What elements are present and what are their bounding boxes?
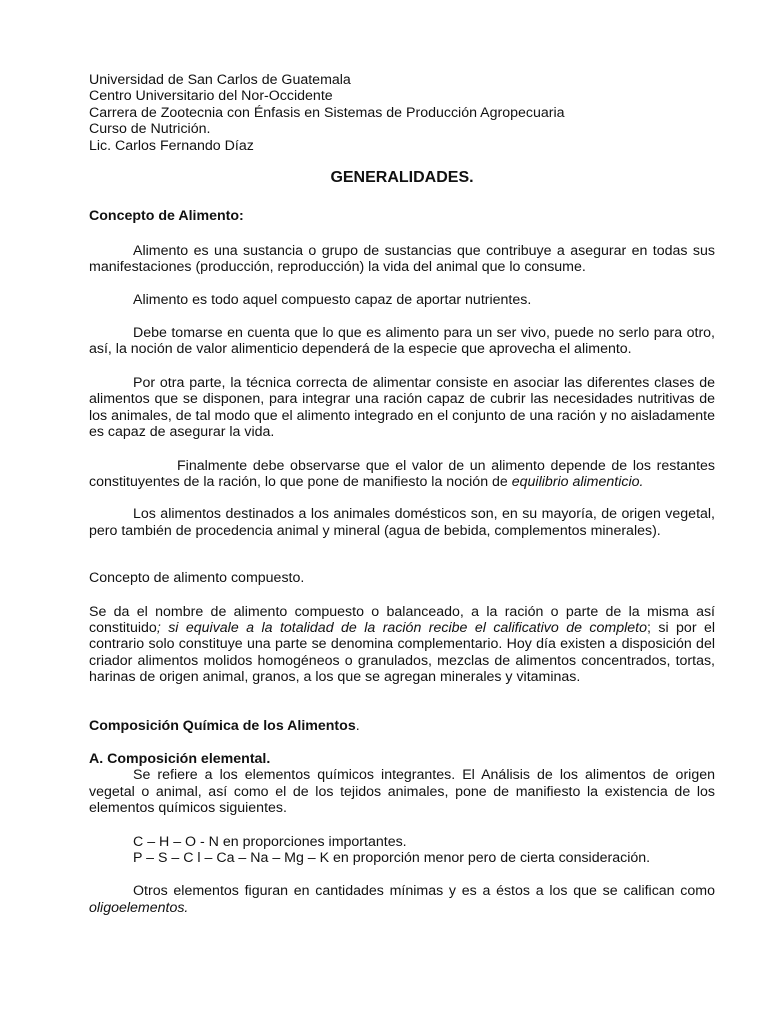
paragraph: Los alimentos destinados a los animales domésticos son, en su mayoría, de origen vegetal, pero también de procedencia animal y mineral (agua de bebida, complementos minerales). (89, 506, 715, 539)
emphasis-text: equilibrio alimenticio. (511, 473, 644, 490)
subheading-composicion-elemental: A. Composición elemental. (89, 750, 271, 767)
header-university: Universidad de San Carlos de Guatemala (89, 72, 351, 88)
paragraph: Alimento es todo aquel compuesto capaz de aportar nutrientes. (133, 291, 532, 308)
header-center: Centro Universitario del Nor-Occidente (89, 88, 333, 105)
paragraph: Se refiere a los elementos químicos integrantes. El Análisis de los alimentos de origen vegetal o animal, así como el de los tejidos animales, pone de manifiesto la existencia de los elementos químicos siguientes. (89, 767, 715, 817)
paragraph: Otros elementos figuran en cantidades mínimas y es a éstos a los que se califican como oligoelementos. (89, 883, 715, 916)
header-course: Curso de Nutrición. (89, 121, 211, 138)
header-block (89, 72, 715, 154)
page-title: GENERALIDADES. (330, 169, 474, 187)
header-career: Carrera de Zootecnia con Énfasis en Sistemas de Producción Agropecuaria (89, 104, 565, 121)
paragraph: Se da el nombre de alimento compuesto o balanceado, a la ración o parte de la misma así constituido; si equivale a la totalidad de la ración recibe el calificativo de completo; si por el contrario solo constituye una parte se denomina complementario. Hoy día existen a disposición del criador alimentos molidos homogéneos o granulados, mezclas de alimentos concentrados, tortas, harinas de origen animal, granos, a los que se agregan minerales y vitaminas. (89, 603, 716, 686)
section-heading-alimento-compuesto: Concepto de alimento compuesto. (89, 570, 305, 587)
emphasis-text: oligoelementos. (89, 899, 189, 916)
document-page (89, 72, 715, 916)
paragraph: Alimento es una sustancia o grupo de sustancias que contribuye a asegurar en todas sus manifestaciones (producción, reproducción) la vida del animal que lo consume. (89, 242, 715, 276)
elements-line: P – S – C l – Ca – Na – Mg – K en proporción menor pero de cierta consideración. (133, 850, 651, 866)
paragraph: Debe tomarse en cuenta que lo que es alimento para un ser vivo, puede no serlo para otro, así, la noción de valor alimenticio dependerá de la especie que aprovecha el alimento. (89, 325, 715, 358)
section-heading-concepto-alimento: Concepto de Alimento: (89, 208, 244, 225)
paragraph: Finalmente debe observarse que el valor de un alimento depende de los restantes constituyentes de la ración, lo que pone de manifiesto la noción de equilibrio alimenticio. (89, 457, 715, 490)
elements-line: C – H – O - N en proporciones importantes. (133, 833, 407, 850)
paragraph: Por otra parte, la técnica correcta de alimentar consiste en asociar las diferentes clases de alimentos que se disponen, para integrar una ración capaz de cubrir las necesidades nutritivas de los animales, de tal modo que el alimento integrado en el conjunto de una ración y no aisladamente es capaz de asegurar la vida. (89, 374, 715, 441)
emphasis-text: ; si equivale a la totalidad de la ración recibe el calificativo de completo (156, 619, 647, 636)
section-heading-composicion-quimica: Composición Química de los Alimentos. (89, 717, 360, 734)
header-professor: Lic. Carlos Fernando Díaz (89, 137, 254, 154)
